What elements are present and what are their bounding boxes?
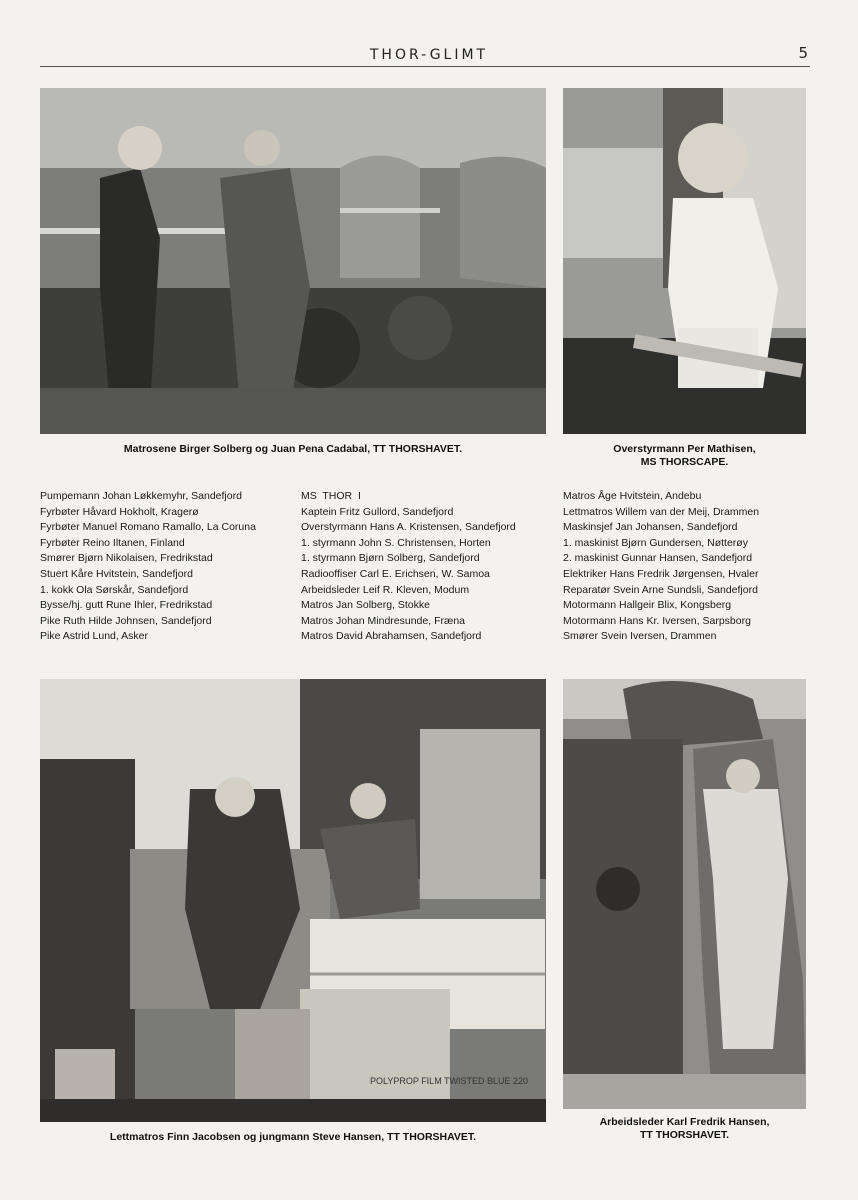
- photo-foreman-deck: [563, 679, 806, 1109]
- header-divider: [40, 66, 810, 67]
- ship-heading: MS THOR I: [301, 490, 361, 502]
- list-item: Bysse/hj. gutt Rune Ihler, Fredrikstad: [40, 599, 213, 612]
- list-item: Motormann Hallgeir Blix, Kongsberg: [563, 599, 732, 612]
- page-number: 5: [798, 44, 808, 62]
- box-label-text: POLYPROP FILM TWISTED BLUE 220: [370, 1076, 529, 1086]
- list-item: 2. maskinist Gunnar Hansen, Sandefjord: [563, 552, 753, 565]
- list-item: 1. kokk Ola Sørskår, Sandefjord: [40, 583, 189, 596]
- list-item: Fyrbøter Reino Iltanen, Finland: [40, 536, 185, 549]
- list-item: Stuert Kåre Hvitstein, Sandefjord: [40, 567, 193, 580]
- caption-chief-officer: [563, 443, 806, 469]
- list-item: Maskinsjef Jan Johansen, Sandefjord: [563, 521, 738, 534]
- list-item: Pike Ruth Hilde Johnsen, Sandefjord: [40, 614, 212, 627]
- list-item: 1. styrmann Bjørn Solberg, Sandefjord: [301, 552, 480, 565]
- crew-list-column-2: [301, 489, 516, 645]
- list-item: Lettmatros Willem van der Meij, Drammen: [563, 505, 760, 518]
- photo-chief-officer-bridge: [563, 88, 806, 434]
- list-item: Arbeidsleder Leif R. Kleven, Modum: [301, 583, 470, 596]
- list-item: Motormann Hans Kr. Iversen, Sarpsborg: [563, 614, 751, 627]
- photo-sailors-on-deck: [40, 88, 546, 434]
- list-item: Matros Johan Mindresunde, Fræna: [301, 614, 465, 627]
- list-item: Elektriker Hans Fredrik Jørgensen, Hvaler: [563, 567, 759, 580]
- caption-foreman-line2: TT THORSHAVET.: [639, 1129, 730, 1141]
- caption-foreman: [563, 1116, 806, 1142]
- crew-list-column-3: [563, 489, 759, 645]
- list-item: Overstyrmann Hans A. Kristensen, Sandefjord: [301, 521, 516, 534]
- caption-chief-officer-line1: Overstyrmann Per Mathisen,: [613, 443, 756, 455]
- list-item: 1. maskinist Bjørn Gundersen, Nøtterøy: [563, 536, 748, 549]
- list-item: 1. styrmann John S. Christensen, Horten: [301, 536, 491, 549]
- list-item: Matros Åge Hvitstein, Andebu: [563, 490, 702, 502]
- list-item: Reparatør Svein Arne Sundsli, Sandefjord: [563, 583, 758, 596]
- list-item: Radiooffiser Carl E. Erichsen, W. Samoa: [301, 567, 490, 580]
- caption-sailors-on-deck: Matrosene Birger Solberg og Juan Pena Cadabal, TT THORSHAVET.: [123, 443, 463, 455]
- list-item: Smører Svein Iversen, Drammen: [563, 630, 717, 643]
- caption-sailors-storeroom: Lettmatros Finn Jacobsen og jungmann Steve Hansen, TT THORSHAVET.: [109, 1131, 477, 1143]
- crew-list-column-1: [40, 489, 256, 645]
- list-item: Matros Jan Solberg, Stokke: [301, 599, 430, 612]
- list-item: Pumpemann Johan Løkkemyhr, Sandefjord: [40, 490, 242, 502]
- magazine-title: THOR-GLIMT: [369, 47, 489, 63]
- list-item: Kaptein Fritz Gullord, Sandefjord: [301, 505, 454, 518]
- list-item: Smører Bjørn Nikolaisen, Fredrikstad: [40, 552, 213, 565]
- list-item: Fyrbøter Håvard Hokholt, Kragerø: [40, 505, 199, 518]
- photo-sailors-storeroom: [40, 679, 546, 1122]
- caption-chief-officer-line2: MS THORSCAPE.: [640, 456, 729, 468]
- caption-foreman-line1: Arbeidsleder Karl Fredrik Hansen,: [599, 1116, 770, 1128]
- list-item: Pike Astrid Lund, Asker: [40, 630, 148, 643]
- list-item: Fyrbøter Manuel Romano Ramallo, La Coruna: [40, 521, 256, 534]
- list-item: Matros David Abrahamsen, Sandefjord: [301, 630, 482, 643]
